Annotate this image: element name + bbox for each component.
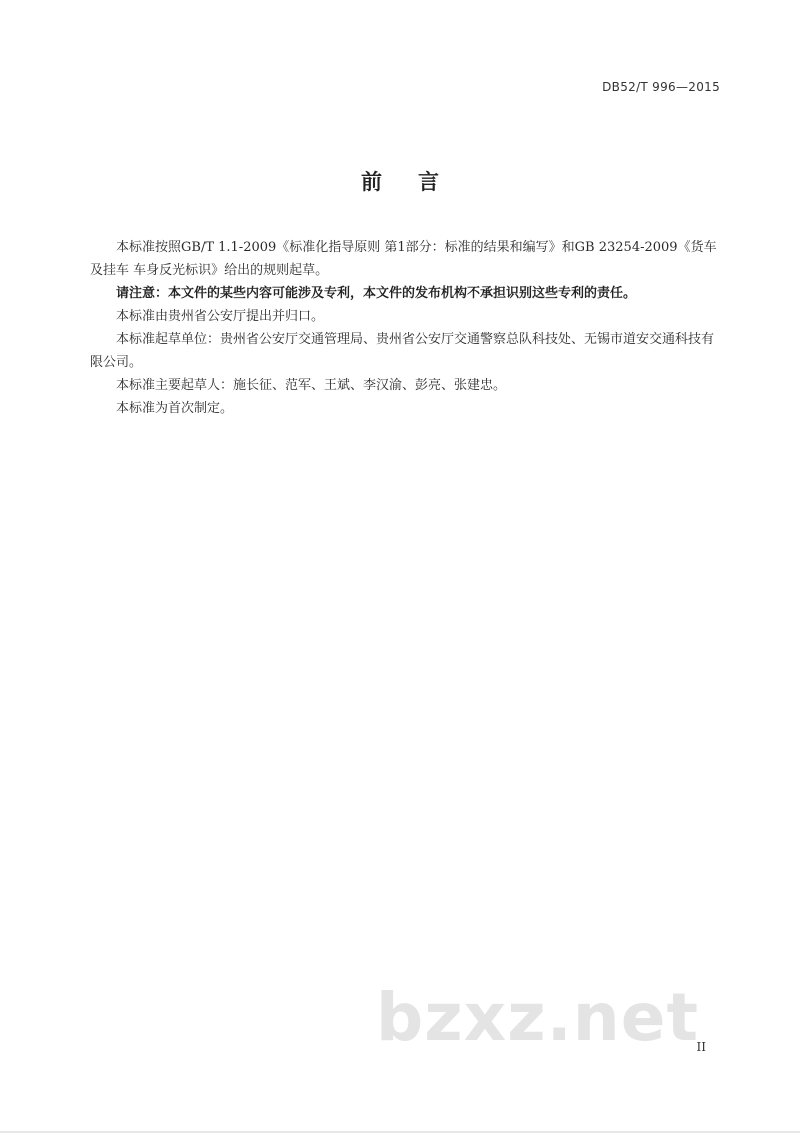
document-code: DB52/T 996—2015 xyxy=(602,80,720,94)
paragraph-drafting-units: 本标准起草单位：贵州省公安厅交通管理局、贵州省公安厅交通警察总队科技处、无锡市道安交通科技有限公司。 xyxy=(90,332,715,370)
page-bottom-edge xyxy=(0,1131,800,1133)
page-number: II xyxy=(696,1040,706,1054)
paragraph-drafting-rules: 本标准按照GB/T 1.1-2009《标准化指导原则 第1部分：标准的结果和编写》和GB 23254-2009《货车及挂车 车身反光标识》给出的规则起草。 xyxy=(90,240,717,278)
foreword-body xyxy=(90,236,720,420)
watermark-logo: bzxz.net xyxy=(376,979,700,1056)
paragraph-first-edition: 本标准为首次制定。 xyxy=(116,401,234,416)
paragraph-drafters: 本标准主要起草人：施长征、范军、王斌、李汉渝、彭亮、张建忠。 xyxy=(116,378,507,393)
paragraph-proposer: 本标准由贵州省公安厅提出并归口。 xyxy=(116,309,325,324)
paragraph-patent-notice: 请注意：本文件的某些内容可能涉及专利，本文件的发布机构不承担识别这些专利的责任。 xyxy=(116,286,637,301)
page-title: 前言 xyxy=(361,170,475,194)
